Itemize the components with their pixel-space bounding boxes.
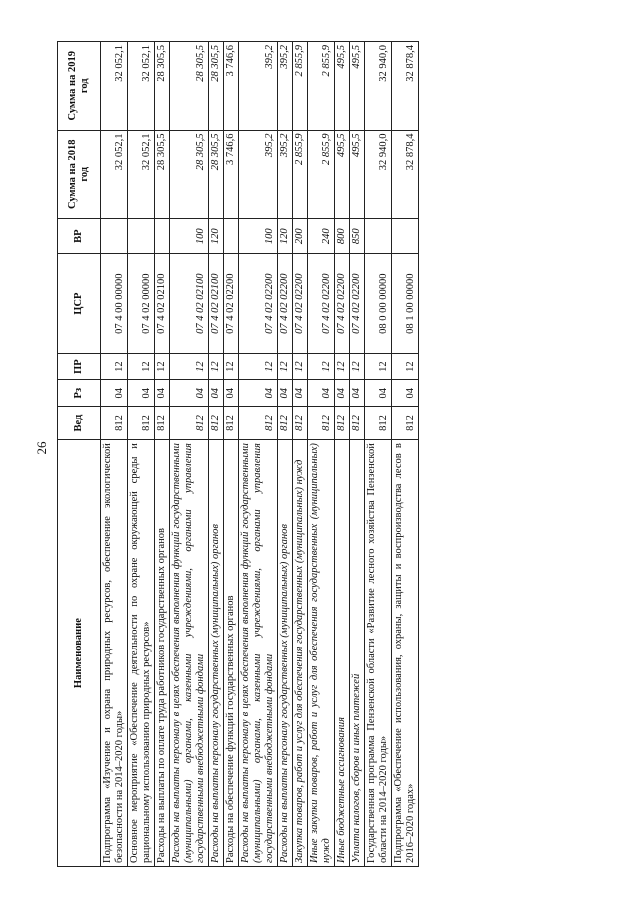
cell-sum-2018: 395,2 bbox=[278, 130, 293, 218]
cell-vr: 240 bbox=[308, 219, 335, 254]
header-csr: ЦСР bbox=[58, 254, 101, 354]
cell-pr: 12 bbox=[278, 353, 293, 380]
cell-ved: 812 bbox=[335, 406, 350, 439]
cell-rz: 04 bbox=[293, 380, 308, 407]
cell-rz: 04 bbox=[209, 380, 224, 407]
cell-vr: 100 bbox=[239, 219, 278, 254]
header-ved: Вед bbox=[58, 406, 101, 439]
cell-sum-2019: 495,5 bbox=[335, 42, 350, 131]
cell-csr: 07 4 00 00000 bbox=[101, 254, 128, 354]
cell-vr: 120 bbox=[278, 219, 293, 254]
cell-pr: 12 bbox=[101, 353, 128, 380]
cell-ved: 812 bbox=[392, 406, 419, 439]
header-pr: ПР bbox=[58, 353, 101, 380]
budget-table-rotated bbox=[57, 41, 542, 867]
cell-csr: 07 4 02 02100 bbox=[209, 254, 224, 354]
cell-csr: 08 0 00 00000 bbox=[365, 254, 392, 354]
table-row bbox=[209, 42, 224, 867]
cell-sum-2018: 28 305,5 bbox=[209, 130, 224, 218]
cell-ved: 812 bbox=[128, 406, 155, 439]
cell-csr: 07 4 02 02200 bbox=[335, 254, 350, 354]
header-vr: ВР bbox=[58, 219, 101, 254]
cell-sum-2019: 32 052,1 bbox=[101, 42, 128, 131]
cell-sum-2018: 32 940,0 bbox=[365, 130, 392, 218]
cell-rz: 04 bbox=[335, 380, 350, 407]
cell-vr bbox=[224, 219, 239, 254]
header-sum-2019: Сумма на 2019 год bbox=[58, 42, 101, 131]
cell-name: Расходы на выплаты персоналу государственных (муниципальных) органов bbox=[278, 440, 293, 867]
cell-rz: 04 bbox=[365, 380, 392, 407]
cell-csr: 07 4 02 02200 bbox=[239, 254, 278, 354]
header-name: Наименование bbox=[58, 440, 101, 867]
table-row bbox=[392, 42, 419, 867]
cell-vr bbox=[392, 219, 419, 254]
cell-csr: 07 4 02 02200 bbox=[350, 254, 365, 354]
cell-sum-2018: 32 878,4 bbox=[392, 130, 419, 218]
cell-pr: 12 bbox=[392, 353, 419, 380]
cell-sum-2019: 3 746,6 bbox=[224, 42, 239, 131]
cell-ved: 812 bbox=[209, 406, 224, 439]
cell-name: Подпрограмма «Изучение и охрана природных ресурсов, обеспечение экологической безопасности на 2014–2020 годы» bbox=[101, 440, 128, 867]
cell-sum-2018: 32 052,1 bbox=[101, 130, 128, 218]
cell-pr: 12 bbox=[170, 353, 209, 380]
table-row bbox=[308, 42, 335, 867]
cell-sum-2019: 2 855,9 bbox=[308, 42, 335, 131]
cell-pr: 12 bbox=[224, 353, 239, 380]
cell-ved: 812 bbox=[293, 406, 308, 439]
cell-sum-2018: 395,2 bbox=[239, 130, 278, 218]
cell-vr: 100 bbox=[170, 219, 209, 254]
page-number: 26 bbox=[34, 441, 49, 455]
cell-vr bbox=[128, 219, 155, 254]
cell-vr: 120 bbox=[209, 219, 224, 254]
cell-rz: 04 bbox=[155, 380, 170, 407]
cell-sum-2019: 32 940,0 bbox=[365, 42, 392, 131]
table-header-row bbox=[58, 42, 101, 867]
table-body bbox=[101, 42, 419, 867]
cell-rz: 04 bbox=[224, 380, 239, 407]
cell-name: Расходы на выплаты персоналу в целях обеспечения выполнения функций государственными (муниципальными) органами, казенными учреждениями, органами управления государственными внебюджетными фондами bbox=[170, 440, 209, 867]
cell-sum-2018: 2 855,9 bbox=[293, 130, 308, 218]
cell-rz: 04 bbox=[170, 380, 209, 407]
cell-csr: 08 1 00 00000 bbox=[392, 254, 419, 354]
table-row bbox=[335, 42, 350, 867]
cell-ved: 812 bbox=[365, 406, 392, 439]
cell-pr: 12 bbox=[155, 353, 170, 380]
cell-ved: 812 bbox=[101, 406, 128, 439]
cell-name: Закупка товаров, работ и услуг для обеспечения государственных (муниципальных) нужд bbox=[293, 440, 308, 867]
cell-rz: 04 bbox=[239, 380, 278, 407]
cell-rz: 04 bbox=[101, 380, 128, 407]
cell-name: Расходы на обеспечение функций государственных органов bbox=[224, 440, 239, 867]
table-row bbox=[224, 42, 239, 867]
cell-sum-2018: 28 305,5 bbox=[155, 130, 170, 218]
cell-vr: 850 bbox=[350, 219, 365, 254]
cell-name: Иные закупки товаров, работ и услуг для обеспечения государственных (муниципальных) нужд bbox=[308, 440, 335, 867]
cell-name: Государственная программа Пензенской области «Развитие лесного хозяйства Пензенской области на 2014–2020 годы» bbox=[365, 440, 392, 867]
cell-pr: 12 bbox=[365, 353, 392, 380]
cell-pr: 12 bbox=[335, 353, 350, 380]
cell-ved: 812 bbox=[224, 406, 239, 439]
cell-ved: 812 bbox=[350, 406, 365, 439]
cell-sum-2019: 28 305,5 bbox=[209, 42, 224, 131]
cell-rz: 04 bbox=[308, 380, 335, 407]
cell-csr: 07 4 02 02200 bbox=[308, 254, 335, 354]
cell-ved: 812 bbox=[239, 406, 278, 439]
cell-ved: 812 bbox=[278, 406, 293, 439]
cell-name: Основное мероприятие «Обеспечение деятельности по охране окружающей среды и рациональному использованию природных ресурсов» bbox=[128, 440, 155, 867]
cell-sum-2018: 28 305,5 bbox=[170, 130, 209, 218]
table-row bbox=[293, 42, 308, 867]
cell-pr: 12 bbox=[239, 353, 278, 380]
cell-sum-2019: 2 855,9 bbox=[293, 42, 308, 131]
cell-sum-2019: 495,5 bbox=[350, 42, 365, 131]
cell-sum-2019: 32 878,4 bbox=[392, 42, 419, 131]
cell-pr: 12 bbox=[308, 353, 335, 380]
cell-pr: 12 bbox=[209, 353, 224, 380]
cell-pr: 12 bbox=[350, 353, 365, 380]
table-row bbox=[239, 42, 278, 867]
cell-csr: 07 4 02 02200 bbox=[293, 254, 308, 354]
cell-name: Иные бюджетные ассигнования bbox=[335, 440, 350, 867]
cell-ved: 812 bbox=[170, 406, 209, 439]
table-row bbox=[365, 42, 392, 867]
cell-rz: 04 bbox=[350, 380, 365, 407]
cell-sum-2018: 2 855,9 bbox=[308, 130, 335, 218]
cell-name: Уплата налогов, сборов и иных платежей bbox=[350, 440, 365, 867]
cell-sum-2019: 32 052,1 bbox=[128, 42, 155, 131]
cell-csr: 07 4 02 02200 bbox=[224, 254, 239, 354]
cell-vr bbox=[101, 219, 128, 254]
cell-pr: 12 bbox=[128, 353, 155, 380]
header-rz: Рз bbox=[58, 380, 101, 407]
cell-rz: 04 bbox=[392, 380, 419, 407]
cell-name: Расходы на выплаты персоналу в целях обеспечения выполнения функций государственными (муниципальными) органами, казенными учреждениями, органами управления государственными внебюджетными фондами bbox=[239, 440, 278, 867]
cell-csr: 07 4 02 02100 bbox=[155, 254, 170, 354]
cell-sum-2019: 28 305,5 bbox=[170, 42, 209, 131]
cell-sum-2019: 28 305,5 bbox=[155, 42, 170, 131]
cell-sum-2018: 32 052,1 bbox=[128, 130, 155, 218]
table-row bbox=[278, 42, 293, 867]
table-row bbox=[101, 42, 128, 867]
table-row bbox=[128, 42, 155, 867]
cell-name: Расходы на выплаты персоналу государственных (муниципальных) органов bbox=[209, 440, 224, 867]
table-row bbox=[170, 42, 209, 867]
cell-pr: 12 bbox=[293, 353, 308, 380]
cell-vr: 200 bbox=[293, 219, 308, 254]
cell-vr bbox=[365, 219, 392, 254]
cell-name: Расходы на выплаты по оплате труда работников государственных органов bbox=[155, 440, 170, 867]
cell-sum-2018: 495,5 bbox=[350, 130, 365, 218]
cell-name: Подпрограмма «Обеспечение использования, охраны, защиты и воспроизводства лесов в 2016–2020 годах» bbox=[392, 440, 419, 867]
cell-sum-2018: 3 746,6 bbox=[224, 130, 239, 218]
header-sum-2018: Сумма на 2018 год bbox=[58, 130, 101, 218]
cell-vr bbox=[155, 219, 170, 254]
cell-rz: 04 bbox=[128, 380, 155, 407]
cell-ved: 812 bbox=[308, 406, 335, 439]
table-row bbox=[155, 42, 170, 867]
cell-csr: 07 4 02 02200 bbox=[278, 254, 293, 354]
cell-csr: 07 4 02 00000 bbox=[128, 254, 155, 354]
cell-sum-2018: 495,5 bbox=[335, 130, 350, 218]
cell-rz: 04 bbox=[278, 380, 293, 407]
cell-ved: 812 bbox=[155, 406, 170, 439]
cell-sum-2019: 395,2 bbox=[239, 42, 278, 131]
cell-csr: 07 4 02 02100 bbox=[170, 254, 209, 354]
budget-table bbox=[57, 41, 419, 867]
cell-vr: 800 bbox=[335, 219, 350, 254]
cell-sum-2019: 395,2 bbox=[278, 42, 293, 131]
table-row bbox=[350, 42, 365, 867]
